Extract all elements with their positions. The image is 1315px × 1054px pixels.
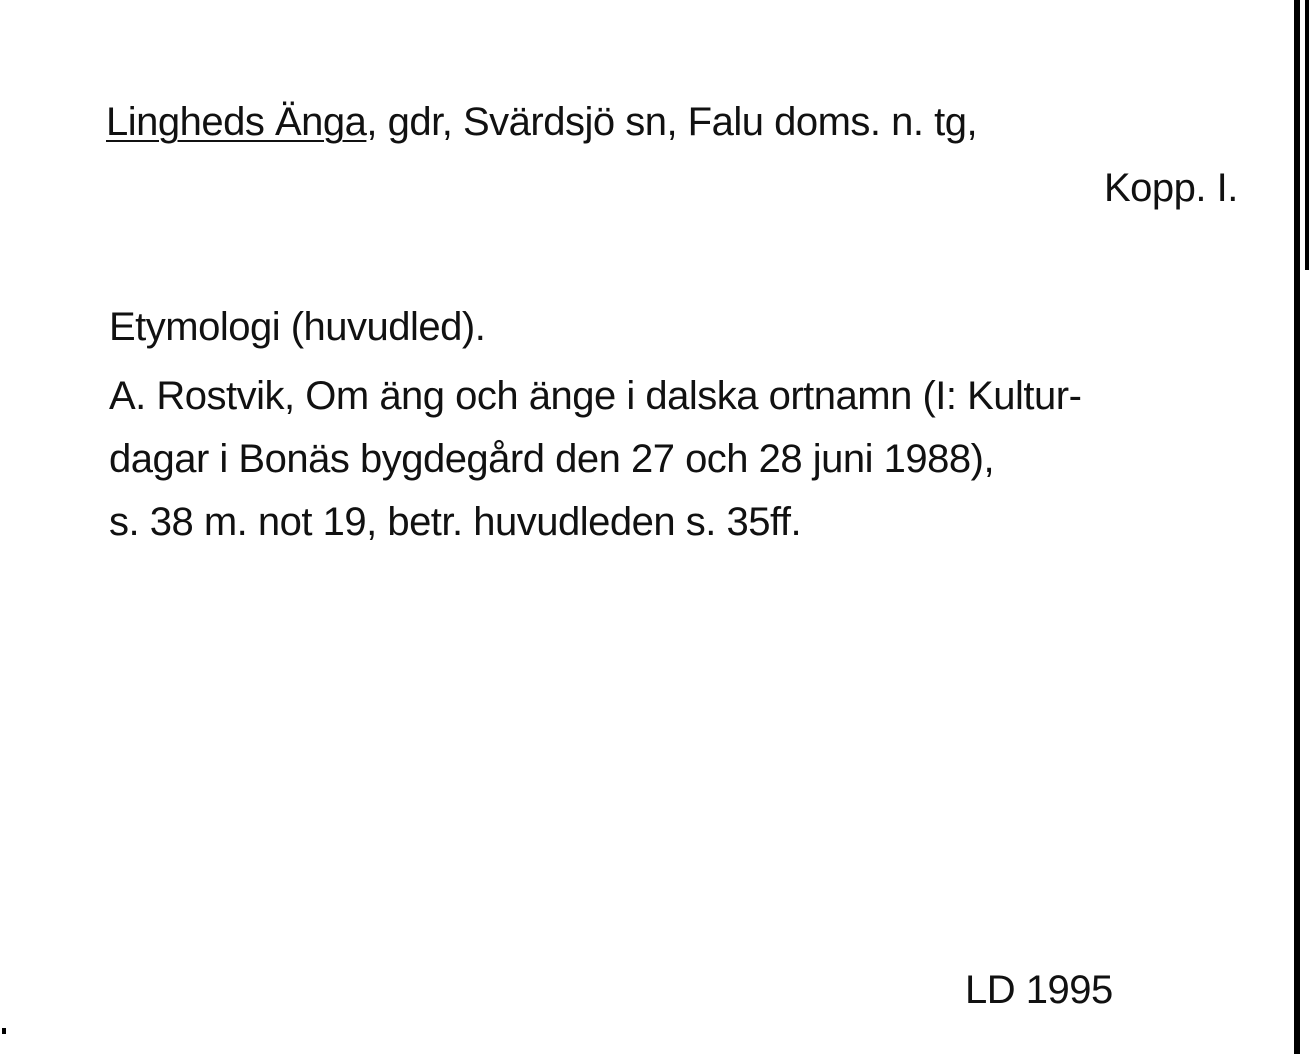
- reference-line-1: A. Rostvik, Om äng och änge i dalska ortnamn (I: Kultur-: [109, 374, 1082, 418]
- reference-line-2: dagar i Bonäs bygdegård den 27 och 28 juni 1988),: [109, 437, 995, 481]
- card-edge-shadow: [1305, 0, 1309, 270]
- card-edge-right: [1294, 0, 1300, 1054]
- author-signature: LD 1995: [965, 968, 1113, 1012]
- place-description: , gdr, Svärdsjö sn, Falu doms. n. tg,: [366, 100, 978, 144]
- reference-line-3: s. 38 m. not 19, betr. huvudleden s. 35ff.: [109, 500, 802, 544]
- header-line: [106, 98, 977, 146]
- map-reference: Kopp. I.: [1104, 166, 1238, 210]
- place-name: Lingheds Änga: [106, 100, 367, 144]
- topic-heading: Etymologi (huvudled).: [109, 305, 486, 349]
- scan-speck: [2, 1028, 6, 1034]
